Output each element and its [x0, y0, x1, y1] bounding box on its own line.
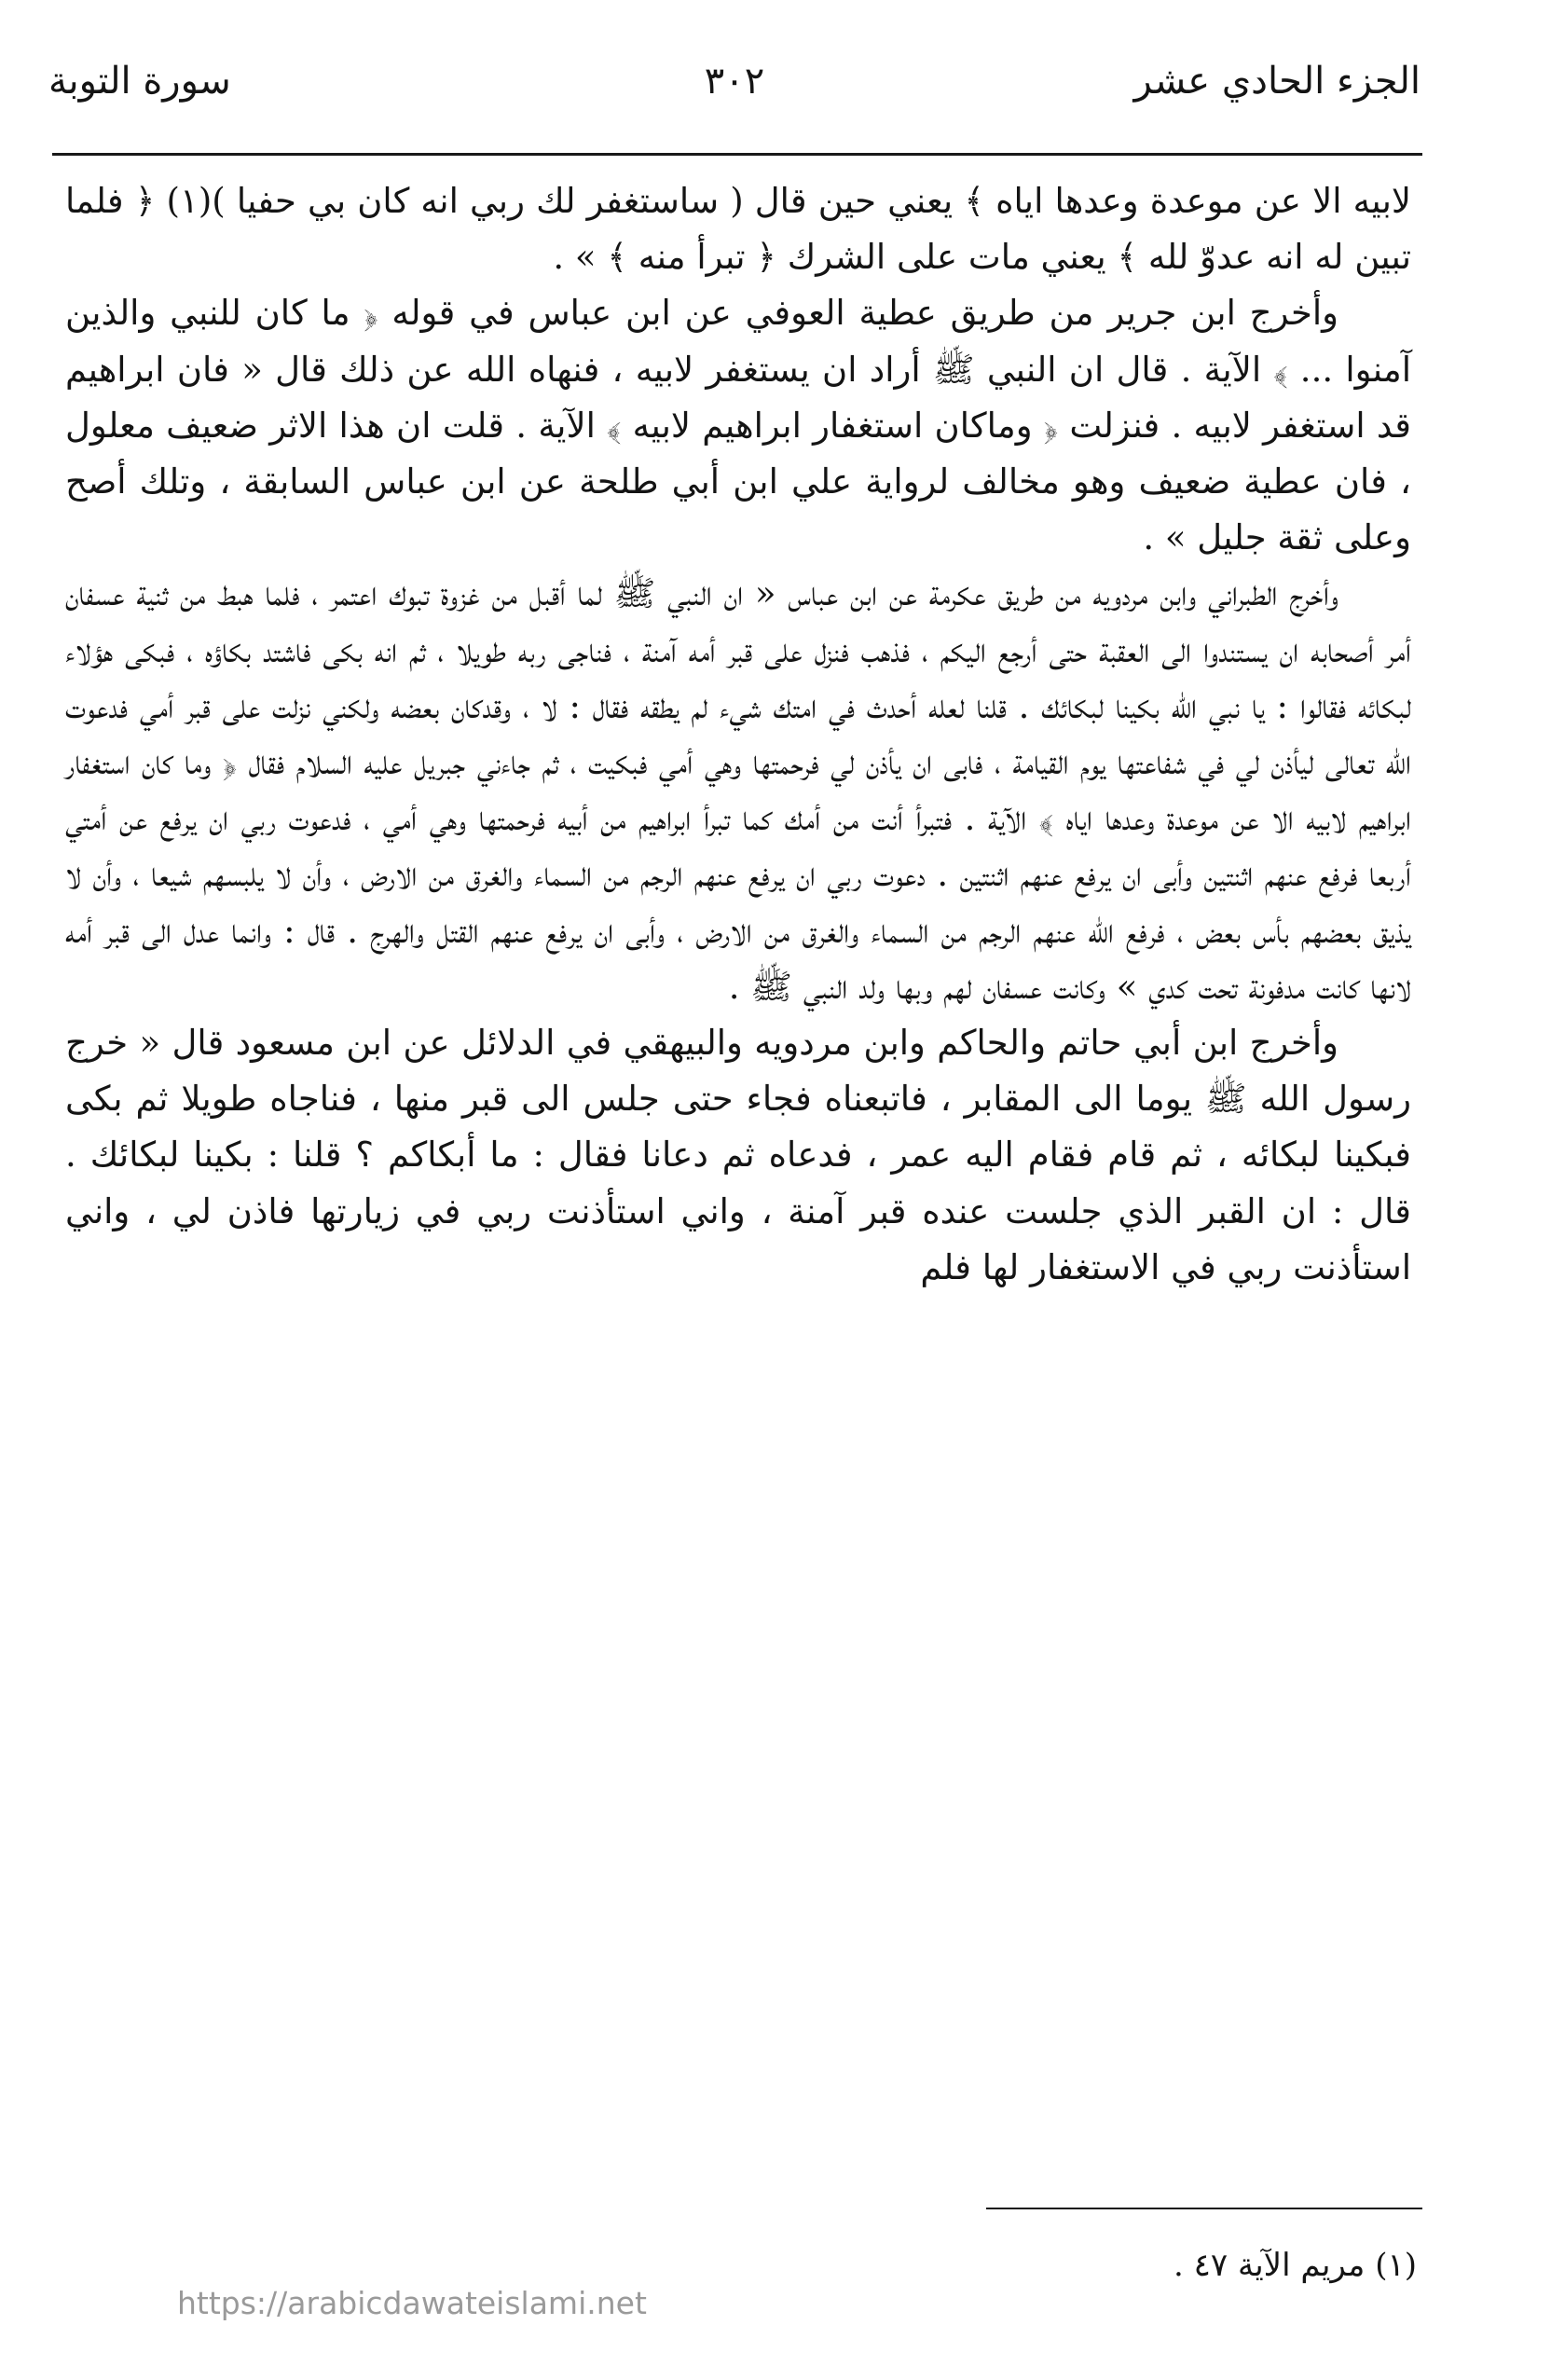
main-text — [65, 173, 1411, 1296]
paragraph-ibn-abi-hatim: وأخرج ابن أبي حاتم والحاكم وابن مردويه والبيهقي في الدلائل عن ابن مسعود قال « خرج رسول الله ﷺ يوما الى المقابر ، فاتبعناه فجاء حتى جلس الى قبر منها ، فناجاه طويلا ثم بكى فبكينا لبكائه ، ثم قام فقام اليه عمر ، فدعاه ثم دعانا فقال : ما أبكاكم ؟ قلنا : بكينا لبكائك . قال : ان القبر الذي جلست عنده قبر آمنة ، واني استأذنت ربي في زيارتها فاذن لي ، واني استأذنت ربي في الاستغفار لها فلم — [65, 1023, 1411, 1287]
header-divider — [52, 153, 1422, 156]
footnote: (١) مريم الآية ٤٧ . — [1174, 2247, 1417, 2284]
running-head — [48, 48, 1421, 114]
paragraph-continuation: لابيه الا عن موعدة وعدها اياه ﴾ يعني حين قال ( ساستغفر لك ربي انه كان بي حفيا )(١) ﴿ فلما تبين له انه عدوّ لله ﴾ يعني مات على الشرك ﴿ تبرأ منه ﴾ » . — [65, 181, 1411, 278]
part-title: الجزء الحادي عشر — [1133, 60, 1421, 103]
footnote-divider — [986, 2208, 1422, 2209]
paragraph-ibn-jarir: وأخرج ابن جرير من طريق عطية العوفي عن ابن عباس في قوله ﴿ ما كان للنبي والذين آمنوا ... ﴾ الآية . قال ان النبي ﷺ أراد ان يستغفر لابيه ، فنهاه الله عن ذلك قال « فان ابراهيم قد استغفر لابيه . فنزلت ﴿ وماكان استغفار ابراهيم لابيه ﴾ الآية . قلت ان هذا الاثر ضعيف معلول ، فان عطية ضعيف وهو مخالف لرواية علي ابن أبي طلحة عن ابن عباس السابقة ، وتلك أصح وعلى ثقة جليل » . — [65, 293, 1411, 558]
page-number: ٣٠٢ — [704, 60, 765, 103]
paragraph-tabarani: وأخرج الطبراني وابن مردويه من طريق عكرمة عن ابن عباس « ان النبي ﷺ لما أقبل من غزوة تبوك اعتمر ، فلما هبط من ثنية عسفان أمر أصحابه ان يستندوا الى العقبة حتى أرجع اليكم ، فذهب فنزل على قبر أمه آمنة ، فناجى ربه طويلا ، ثم انه بكى فاشتد بكاؤه ، فبكى هؤلاء لبكائه فقالوا : يا نبي الله بكينا لبكائك . قلنا لعله أحدث في امتك شيء لم يطقه فقال : لا ، وقدكان بعضه ولكني نزلت على قبر أمي فدعوت الله تعالى ليأذن لي في شفاعتها يوم القيامة ، فابى ان يأذن لي فرحمتها وهي أمي فبكيت ، ثم جاءني جبريل عليه السلام فقال ﴿ وما كان استغفار ابراهيم لابيه الا عن موعدة وعدها اياه ﴾ الآية . فتبرأ أنت من أمك كما تبرأ ابراهيم من أبيه فرحمتها وهي أمي ، فدعوت ربي ان يرفع عن أمتي أربعا فرفع عنهم اثنتين وأبى ان يرفع عنهم اثنتين . دعوت ربي ان يرفع عنهم الرجم من السماء والغرق من الارض ، وأن لا يلبسهم شيعا ، وأن لا يذيق بعضهم بأس بعض ، فرفع الله عنهم الرجم من السماء والغرق من الارض ، وأبى ان يرفع عنهم القتل والهرج . قال : وانما عدل الى قبر أمه لانها كانت مدفونة تحت كدي » وكانت عسفان لهم وبها ولد النبي ﷺ . — [65, 573, 1411, 1007]
watermark-url: https://arabicdawateislami.net — [177, 2285, 647, 2321]
surah-title: سورة التوبة — [48, 60, 231, 103]
